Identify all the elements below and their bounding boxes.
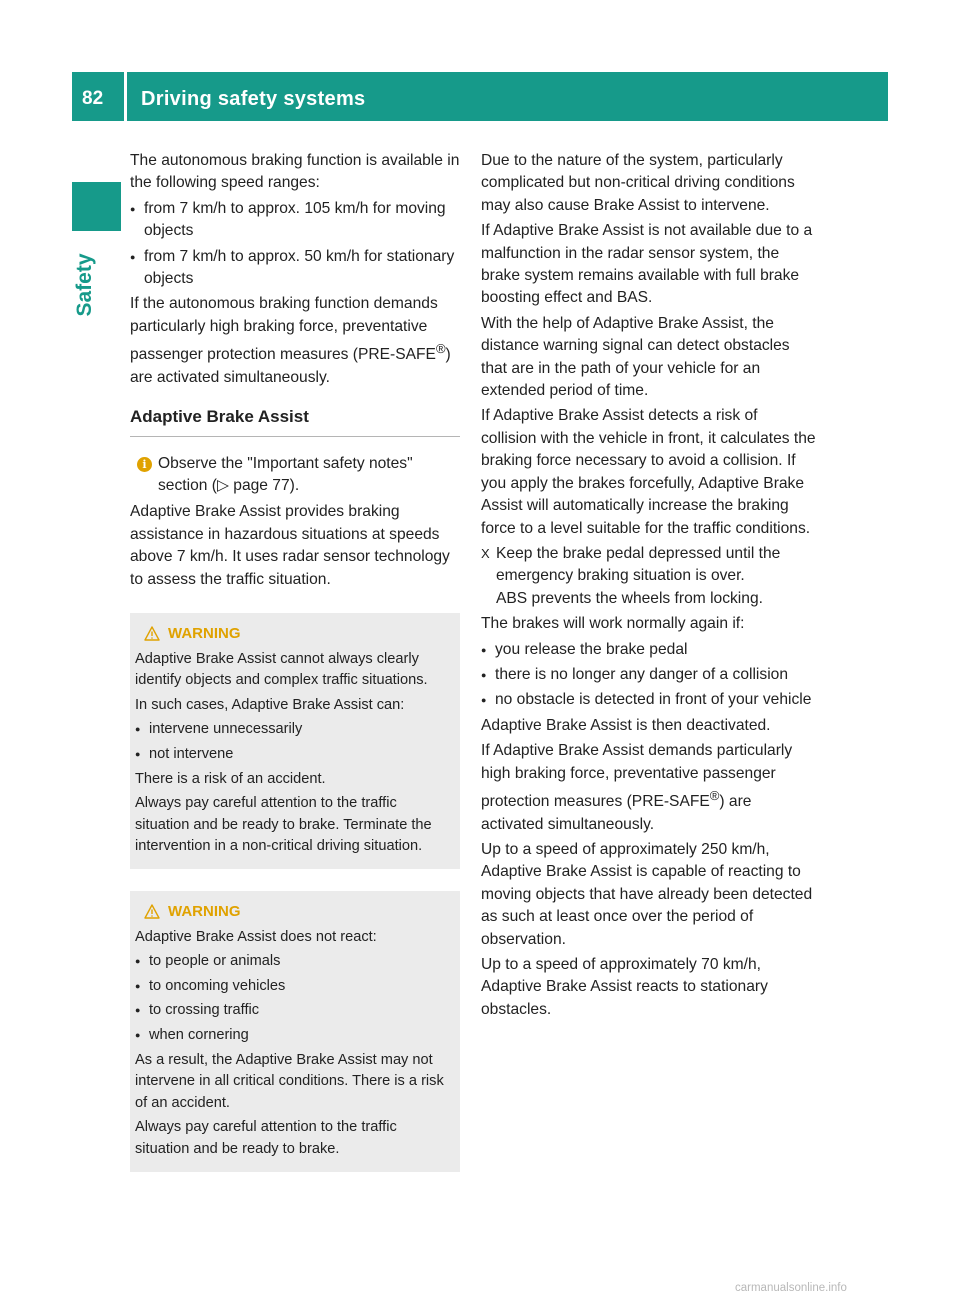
section-heading: Adaptive Brake Assist (130, 406, 460, 436)
paragraph: Adaptive Brake Assist is then deactivated. (481, 716, 771, 734)
text-span: ) are activated simultaneously. (481, 793, 752, 833)
paragraph: There is a risk of an accident. (135, 770, 326, 787)
section-tab-block (72, 182, 121, 231)
paragraph: The brakes will work normally again if: (481, 615, 745, 633)
paragraph: Always pay careful attention to the traffic situation and be ready to brake. Terminate the intervention in a non-critical driving situation. (135, 795, 432, 855)
text-span: Observe the "Important safety notes" section ( (158, 454, 413, 495)
list-item: ● no obstacle is detected in front of your vehicle (481, 689, 817, 711)
paragraph: Due to the nature of the system, particularly complicated but non-critical driving conditions may also cause Brake Assist to intervene. (481, 152, 795, 214)
list-item: ● to people or animals (135, 951, 452, 973)
list-item: ● from 7 km/h to approx. 50 km/h for stationary objects (130, 246, 460, 291)
paragraph: Up to a speed of approximately 70 km/h, Adaptive Brake Assist reacts to stationary obstacles. (481, 956, 768, 1018)
list-item: ● to crossing traffic (135, 1000, 452, 1022)
warning-title: WARNING (168, 903, 241, 921)
instruction-step (481, 543, 817, 610)
page-reference-link[interactable]: page 77). (228, 477, 300, 495)
info-icon: i (137, 457, 152, 472)
watermark: carmanualsonline.info (735, 1282, 847, 1294)
registered-mark: ® (435, 341, 446, 357)
warning-triangle-icon (144, 904, 160, 919)
section-tab-label: Safety (73, 253, 96, 317)
page-number: 82 (82, 88, 104, 109)
page-reference-arrow-icon: ▷ (216, 477, 229, 495)
list-item: ● to oncoming vehicles (135, 976, 452, 998)
warning-heading (144, 901, 452, 923)
registered-mark: ® (709, 787, 720, 803)
warning-title: WARNING (168, 625, 241, 643)
warning-box (130, 613, 460, 869)
paragraph: Adaptive Brake Assist does not react: (135, 928, 377, 945)
paragraph: With the help of Adaptive Brake Assist, the distance warning signal can detect obstacles that are in the path of your vehicle for an extended period of time. (481, 314, 790, 400)
step-result: ABS prevents the wheels from locking. (496, 589, 763, 607)
warning-box (130, 891, 460, 1172)
text-span: If the autonomous braking function demands particularly high braking force, preventative passenger protection measures (PRE-SAFE (130, 295, 438, 364)
paragraph: If Adaptive Brake Assist detects a risk of collision with the vehicle in front, it calculates the braking force necessary to avoid a collision. If you apply the brakes forcefully, Adaptive Brake Assist will automatically increase the braking force to a level suitable for the traffic conditions. (481, 407, 816, 537)
right-column (481, 150, 817, 1024)
paragraph (481, 740, 817, 836)
list-item: ● intervene unnecessarily (135, 719, 452, 741)
info-note (130, 453, 460, 498)
warning-triangle-icon (144, 626, 160, 641)
paragraph: As a result, the Adaptive Brake Assist may not intervene in all critical conditions. There is a risk of an accident. (135, 1051, 444, 1111)
paragraph: If Adaptive Brake Assist is not available due to a malfunction in the radar sensor system, the brake system remains available with full brake boosting effect and BAS. (481, 222, 813, 307)
paragraph: Adaptive Brake Assist cannot always clearly identify objects and complex traffic situations. (135, 650, 428, 689)
list-item: ● you release the brake pedal (481, 639, 817, 661)
list-item: ● not intervene (135, 744, 452, 766)
paragraph: The autonomous braking function is available in the following speed ranges: (130, 152, 460, 192)
page-title: Driving safety systems (141, 88, 366, 110)
header-divider (124, 72, 127, 121)
paragraph: Always pay careful attention to the traffic situation and be ready to brake. (135, 1119, 397, 1157)
left-column (130, 150, 460, 1172)
paragraph: Adaptive Brake Assist provides braking assistance in hazardous situations at speeds above 7 km/h. It uses radar sensor technology to assess the traffic situation. (130, 503, 450, 588)
step-arrow-icon: X (481, 545, 490, 561)
text-span: If Adaptive Brake Assist demands particularly high braking force, preventative passenger protection measures (PRE-SAFE (481, 742, 793, 811)
text-span: ) are activated simultaneously. (130, 346, 451, 386)
list-item: ● when cornering (135, 1025, 452, 1047)
paragraph (130, 293, 460, 389)
list-item: ● there is no longer any danger of a collision (481, 664, 817, 686)
paragraph: Up to a speed of approximately 250 km/h, Adaptive Brake Assist is capable of reacting to moving objects that have already been detected as such at least once over the period of observation. (481, 840, 813, 948)
warning-heading (144, 623, 452, 645)
step-text: Keep the brake pedal depressed until the emergency braking situation is over. (496, 544, 781, 585)
paragraph: In such cases, Adaptive Brake Assist can: (135, 696, 405, 713)
list-item: ● from 7 km/h to approx. 105 km/h for moving objects (130, 198, 460, 243)
